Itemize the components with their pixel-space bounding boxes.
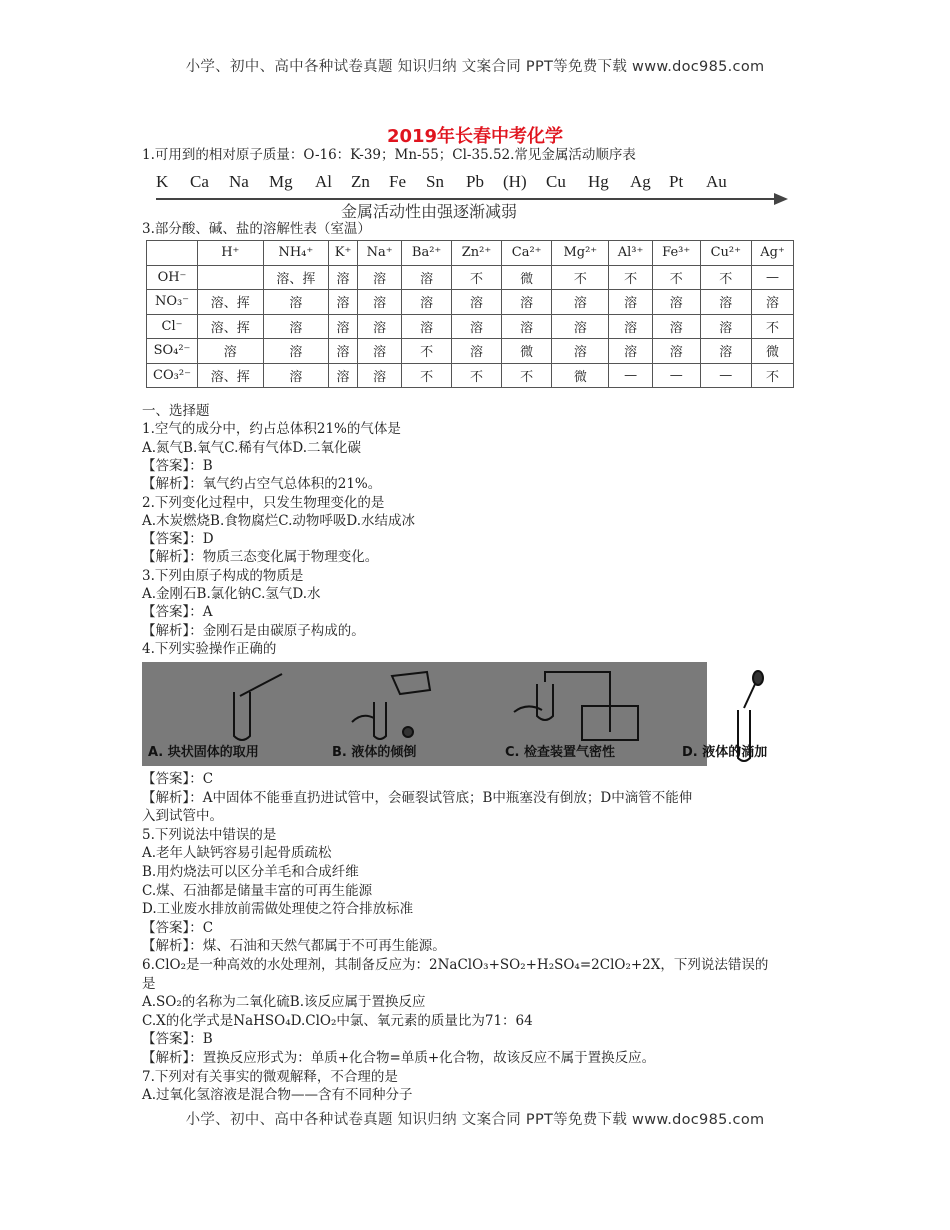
- table-cell: 溶: [357, 363, 401, 388]
- column-header: Al³⁺: [609, 241, 653, 266]
- table-cell: 溶: [752, 290, 794, 315]
- table-row: [147, 339, 794, 364]
- row-header: SO₄²⁻: [147, 339, 198, 364]
- figure-caption-b: B. 液体的倾倒: [332, 745, 417, 760]
- table-cell: 溶: [652, 339, 700, 364]
- column-header: K⁺: [329, 241, 358, 266]
- text-line: 是: [142, 975, 156, 992]
- table-cell: 溶: [700, 314, 751, 339]
- table-cell: 溶、挥: [198, 363, 264, 388]
- table-cell: 溶: [402, 314, 452, 339]
- table-cell: 溶: [329, 265, 358, 290]
- table-cell: 微: [501, 265, 551, 290]
- row-header: CO₃²⁻: [147, 363, 198, 388]
- text-line: A.木炭燃烧B.食物腐烂C.动物呼吸D.水结成冰: [142, 512, 416, 529]
- text-line: 【解析】：置换反应形式为：单质+化合物=单质+化合物，故该反应不属于置换反应。: [142, 1050, 656, 1066]
- text-line: 【解析】：物质三态变化属于物理变化。: [142, 549, 379, 566]
- text-line: A.氮气B.氧气C.稀有气体D.二氧化碳: [142, 439, 362, 456]
- metal-symbol: K: [156, 172, 169, 191]
- column-header: Ba²⁺: [402, 241, 452, 266]
- text-line: 2.下列变化过程中，只发生物理变化的是: [142, 494, 385, 511]
- text-line: C.X的化学式是NaHSO₄D.ClO₂中氯、氧元素的质量比为71：64: [142, 1012, 533, 1029]
- figure-caption-a: A. 块状固体的取用: [148, 745, 259, 760]
- text-line: 4.下列实验操作正确的: [142, 640, 277, 657]
- table-cell: 溶: [451, 339, 501, 364]
- table-cell: 溶: [652, 290, 700, 315]
- text-line: 【解析】：煤、石油和天然气都属于不可再生能源。: [142, 938, 446, 955]
- test-tube-icon: [234, 674, 282, 740]
- table-cell: 溶、挥: [198, 314, 264, 339]
- text-line: 入到试管中。: [142, 808, 223, 825]
- text-line: A.老年人缺钙容易引起骨质疏松: [142, 845, 332, 862]
- text-line: B.用灼烧法可以区分羊毛和合成纤维: [142, 864, 359, 880]
- table-cell: 不: [501, 363, 551, 388]
- table-cell: 溶: [652, 314, 700, 339]
- table-cell: 溶: [402, 290, 452, 315]
- text-line: 【解析】：氧气约占空气总体积的21%。: [142, 476, 382, 493]
- table-row: [147, 265, 794, 290]
- table-cell: 不: [451, 265, 501, 290]
- metal-symbol: (H): [503, 172, 527, 191]
- table-cell: 溶: [552, 314, 609, 339]
- metal-symbol: Zn: [351, 172, 370, 191]
- airtight-check-icon: [514, 672, 638, 740]
- table-cell: 溶: [357, 339, 401, 364]
- text-line: 【解析】：金刚石是由碳原子构成的。: [142, 622, 365, 639]
- table-cell: 溶: [501, 290, 551, 315]
- text-line: A.SO₂的名称为二氧化硫B.该反应属于置换反应: [142, 994, 426, 1011]
- table-cell: 微: [552, 363, 609, 388]
- table-cell: 不: [652, 265, 700, 290]
- table-cell: 溶: [329, 314, 358, 339]
- metal-symbol: Fe: [389, 172, 406, 191]
- table-cell: 溶: [552, 290, 609, 315]
- text-line: D.工业废水排放前需做处理使之符合排放标准: [142, 901, 414, 918]
- table-cell: 溶: [700, 290, 751, 315]
- text-line: A.金刚石B.氯化钠C.氢气D.水: [142, 586, 321, 602]
- table-cell: 溶: [609, 290, 653, 315]
- table-cell: 溶: [451, 290, 501, 315]
- row-header: OH⁻: [147, 265, 198, 290]
- metal-symbol: Pt: [669, 172, 684, 191]
- text-line: 【答案】：B: [142, 1031, 213, 1048]
- text-line: 【答案】：D: [142, 531, 214, 548]
- table-cell: 溶: [263, 290, 329, 315]
- metal-activity-series: [148, 170, 788, 221]
- table-cell: 不: [752, 363, 794, 388]
- text-line: 5.下列说法中错误的是: [142, 826, 277, 843]
- table-cell: 不: [700, 265, 751, 290]
- text-line: 【答案】：C: [142, 919, 214, 936]
- solubility-title: 3.部分酸、碱、盐的溶解性表（室温）: [142, 221, 371, 237]
- table-cell: —: [609, 363, 653, 388]
- table-cell: 溶: [451, 314, 501, 339]
- metal-symbol: Mg: [269, 172, 293, 191]
- table-cell: [198, 265, 264, 290]
- table-cell: 溶、挥: [198, 290, 264, 315]
- table-cell: 溶: [357, 314, 401, 339]
- table-cell: 溶: [501, 314, 551, 339]
- experiment-figure: [142, 662, 812, 766]
- table-cell: 溶: [609, 339, 653, 364]
- text-line: 【解析】：A中固体不能垂直扔进试管中，会砸裂试管底；B中瓶塞没有倒放；D中滴管不能伸: [142, 789, 693, 806]
- table-cell: 溶: [700, 339, 751, 364]
- table-cell: 不: [451, 363, 501, 388]
- page-header: 小学、初中、高中各种试卷真题 知识归纳 文案合同 PPT等免费下载 www.doc985.com: [185, 59, 765, 75]
- metal-symbol: Au: [706, 172, 727, 191]
- table-cell: 不: [609, 265, 653, 290]
- column-header: Zn²⁺: [451, 241, 501, 266]
- table-cell: 不: [552, 265, 609, 290]
- text-line: C.煤、石油都是储量丰富的可再生能源: [142, 882, 373, 899]
- document-title: 2019年长春中考化学: [386, 126, 564, 147]
- table-cell: 溶: [329, 339, 358, 364]
- table-cell: —: [652, 363, 700, 388]
- figure-caption-c: C. 检查装置气密性: [505, 745, 616, 760]
- text-line: A.过氧化氢溶液是混合物——含有不同种分子: [142, 1087, 413, 1104]
- series-caption: 金属活动性由强逐渐减弱: [341, 202, 518, 221]
- text-line: 7.下列对有关事实的微观解释，不合理的是: [142, 1068, 398, 1085]
- metal-symbol: Na: [229, 172, 249, 191]
- column-header: [147, 241, 198, 266]
- column-header: Ca²⁺: [501, 241, 551, 266]
- table-cell: 溶: [263, 363, 329, 388]
- text-line: 【答案】：C: [142, 771, 214, 787]
- arrow-head-icon: [774, 193, 788, 205]
- table-row: [147, 363, 794, 388]
- row-header: Cl⁻: [147, 314, 198, 339]
- table-cell: —: [752, 265, 794, 290]
- metal-symbol: Pb: [466, 172, 484, 191]
- column-header: Cu²⁺: [700, 241, 751, 266]
- table-cell: 溶、挥: [263, 265, 329, 290]
- table-cell: 溶: [263, 339, 329, 364]
- column-header: Na⁺: [357, 241, 401, 266]
- pouring-icon: [352, 672, 430, 739]
- metal-symbol: Sn: [426, 172, 444, 191]
- row-header: NO₃⁻: [147, 290, 198, 315]
- table-cell: 溶: [357, 265, 401, 290]
- text-line: 6.ClO₂是一种高效的水处理剂，其制备反应为：2NaClO₃+SO₂+H₂SO₄=2ClO₂+2X，下列说法错误的: [142, 957, 769, 973]
- text-line: 1.空气的成分中，约占总体积21%的气体是: [142, 421, 401, 438]
- column-header: H⁺: [198, 241, 264, 266]
- table-cell: 微: [752, 339, 794, 364]
- column-header: Ag⁺: [752, 241, 794, 266]
- table-cell: 微: [501, 339, 551, 364]
- table-cell: 不: [752, 314, 794, 339]
- table-cell: 溶: [198, 339, 264, 364]
- table-header-row: [147, 241, 794, 266]
- table-row: [147, 314, 794, 339]
- metal-symbol: Hg: [588, 172, 609, 191]
- metal-symbol: Ca: [190, 172, 209, 191]
- text-line: 3.下列由原子构成的物质是: [142, 567, 304, 584]
- column-header: Mg²⁺: [552, 241, 609, 266]
- table-cell: 溶: [329, 290, 358, 315]
- column-header: Fe³⁺: [652, 241, 700, 266]
- column-header: NH₄⁺: [263, 241, 329, 266]
- metal-symbol: Al: [315, 172, 332, 191]
- table-cell: 溶: [329, 363, 358, 388]
- text-line: 一、选择题: [142, 403, 210, 419]
- text-line: 【答案】：B: [142, 457, 213, 474]
- table-cell: 不: [402, 363, 452, 388]
- metal-symbol: Cu: [546, 172, 566, 191]
- table-cell: —: [700, 363, 751, 388]
- figure-caption-d: D. 液体的滴加: [682, 745, 768, 760]
- metal-symbol: Ag: [630, 172, 651, 191]
- page-footer: 小学、初中、高中各种试卷真题 知识归纳 文案合同 PPT等免费下载 www.doc985.com: [185, 1112, 765, 1128]
- table-cell: 溶: [357, 290, 401, 315]
- table-cell: 不: [402, 339, 452, 364]
- table-cell: 溶: [552, 339, 609, 364]
- table-row: [147, 290, 794, 315]
- solubility-table: [146, 240, 794, 388]
- table-cell: 溶: [263, 314, 329, 339]
- table-cell: 溶: [609, 314, 653, 339]
- intro-line: 1.可用到的相对原子质量：O-16：K-39；Mn-55；Cl-35.52.常见金属活动顺序表: [142, 147, 636, 163]
- text-line: 【答案】：A: [142, 604, 213, 621]
- table-cell: 溶: [402, 265, 452, 290]
